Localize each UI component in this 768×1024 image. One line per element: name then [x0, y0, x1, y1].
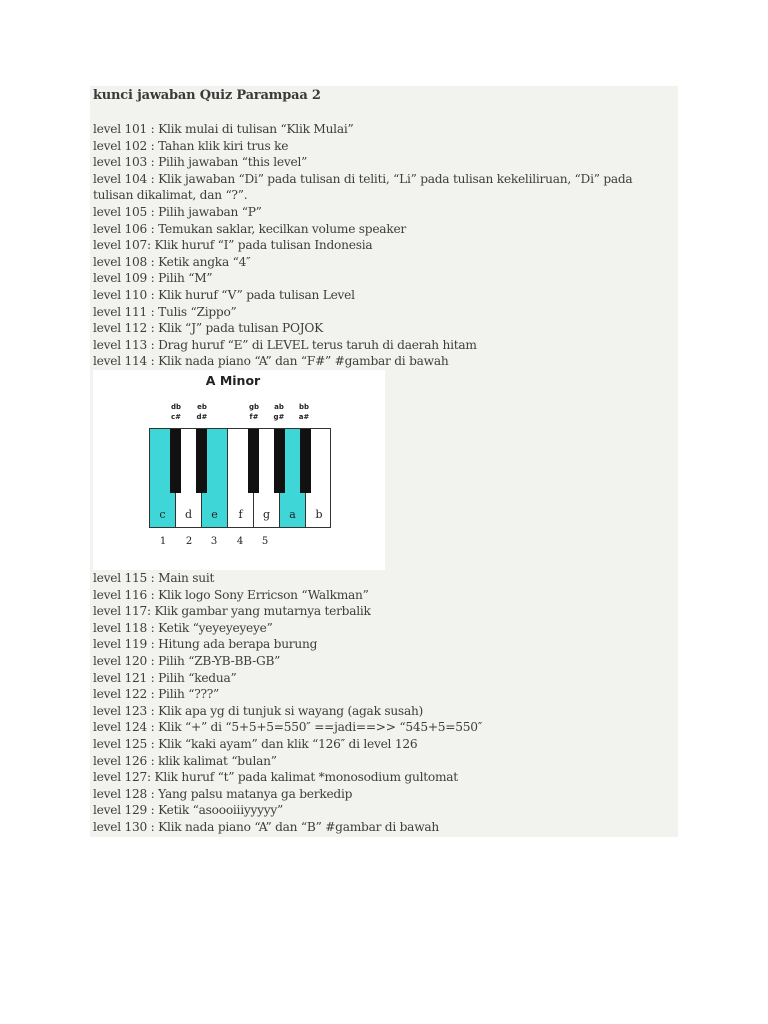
piano-figure [93, 370, 385, 570]
level-line: level 116 : Klik logo Sony Erricson “Walkman” [93, 587, 369, 602]
white-key-b: b [315, 508, 323, 521]
black-key-label: gb f# [248, 403, 260, 421]
level-line: level 123 : Klik apa yg di tunjuk si wayang (agak susah) [93, 703, 424, 718]
level-line: level 119 : Hitung ada berapa burung [93, 637, 318, 652]
white-key-e: e [202, 429, 228, 527]
black-key-label: bb a# [298, 403, 310, 421]
level-line: level 124 : Klik “+” di “5+5+5=550″ ==jadi==>> “545+5=550″ [93, 720, 483, 735]
level-line: level 107: Klik huruf “I” pada tulisan Indonesia [93, 238, 373, 253]
level-line: level 122 : Pilih “???” [93, 687, 220, 702]
levels-list-bottom [93, 570, 673, 836]
level-line: level 125 : Klik “kaki ayam” dan klik “126″ di level 126 [93, 736, 418, 751]
level-line: level 120 : Pilih “ZB-YB-BB-GB” [93, 653, 281, 668]
level-line: level 104 : Klik jawaban “Di” pada tulisan di teliti, “Li” pada tulisan kekeliliruan, “Di” pada tulisan dikalimat, dan “?”. [93, 171, 633, 203]
black-key-label: eb d# [196, 403, 208, 421]
finger-number: 2 [185, 536, 193, 547]
document-title: kunci jawaban Quiz Parampaa 2 [93, 88, 321, 103]
white-key-a: a [280, 429, 306, 527]
white-key-d: d [176, 429, 202, 527]
level-line: level 128 : Yang palsu matanya ga berkedip [93, 786, 353, 801]
finger-number: 1 [159, 536, 167, 547]
black-key-d-sharp [196, 429, 207, 493]
white-key-c: c [150, 429, 176, 527]
finger-number: 5 [261, 536, 269, 547]
black-key-a-sharp [300, 429, 311, 493]
level-line: level 127: Klik huruf “t” pada kalimat *monosodium gultomat [93, 770, 458, 785]
level-line: level 109 : Pilih “M” [93, 271, 213, 286]
level-line: level 126 : klik kalimat “bulan” [93, 753, 277, 768]
level-line: level 129 : Ketik “asoooiiiyyyyy” [93, 803, 284, 818]
level-line: level 103 : Pilih jawaban “this level” [93, 155, 308, 170]
level-line: level 108 : Ketik angka “4″ [93, 254, 251, 269]
level-line: level 117: Klik gambar yang mutarnya terbalik [93, 604, 371, 619]
level-line: level 114 : Klik nada piano “A” dan “F#” #gambar di bawah [93, 354, 449, 369]
level-line: level 121 : Pilih “kedua” [93, 670, 237, 685]
white-key-f: f [228, 429, 254, 527]
levels-list-top [93, 121, 673, 370]
level-line: level 102 : Tahan klik kiri trus ke [93, 138, 289, 153]
black-key-g-sharp [274, 429, 285, 493]
piano-keyboard [149, 428, 331, 528]
document-page [90, 86, 678, 837]
level-line: level 130 : Klik nada piano “A” dan “B” #gambar di bawah [93, 819, 439, 834]
finger-number: 3 [210, 536, 218, 547]
level-line: level 113 : Drag huruf “E” di LEVEL terus taruh di daerah hitam [93, 337, 477, 352]
level-line: level 112 : Klik “J” pada tulisan POJOK [93, 321, 323, 336]
level-line: level 118 : Ketik “yeyeyeyeye” [93, 620, 273, 635]
level-line: level 101 : Klik mulai di tulisan “Klik Mulai” [93, 122, 354, 136]
level-line: level 115 : Main suit [93, 571, 215, 585]
black-key-c-sharp [170, 429, 181, 493]
finger-number: 4 [236, 536, 244, 547]
black-key-label: db c# [170, 403, 182, 421]
black-key-label: ab g# [273, 403, 285, 421]
level-line: level 110 : Klik huruf “V” pada tulisan Level [93, 287, 355, 302]
figure-title: A Minor [205, 373, 261, 388]
level-line: level 106 : Temukan saklar, kecilkan volume speaker [93, 221, 406, 236]
black-key-f-sharp [248, 429, 259, 493]
level-line: level 111 : Tulis “Zippo” [93, 304, 237, 319]
white-key-g: g [254, 429, 280, 527]
level-line: level 105 : Pilih jawaban “P” [93, 204, 262, 219]
